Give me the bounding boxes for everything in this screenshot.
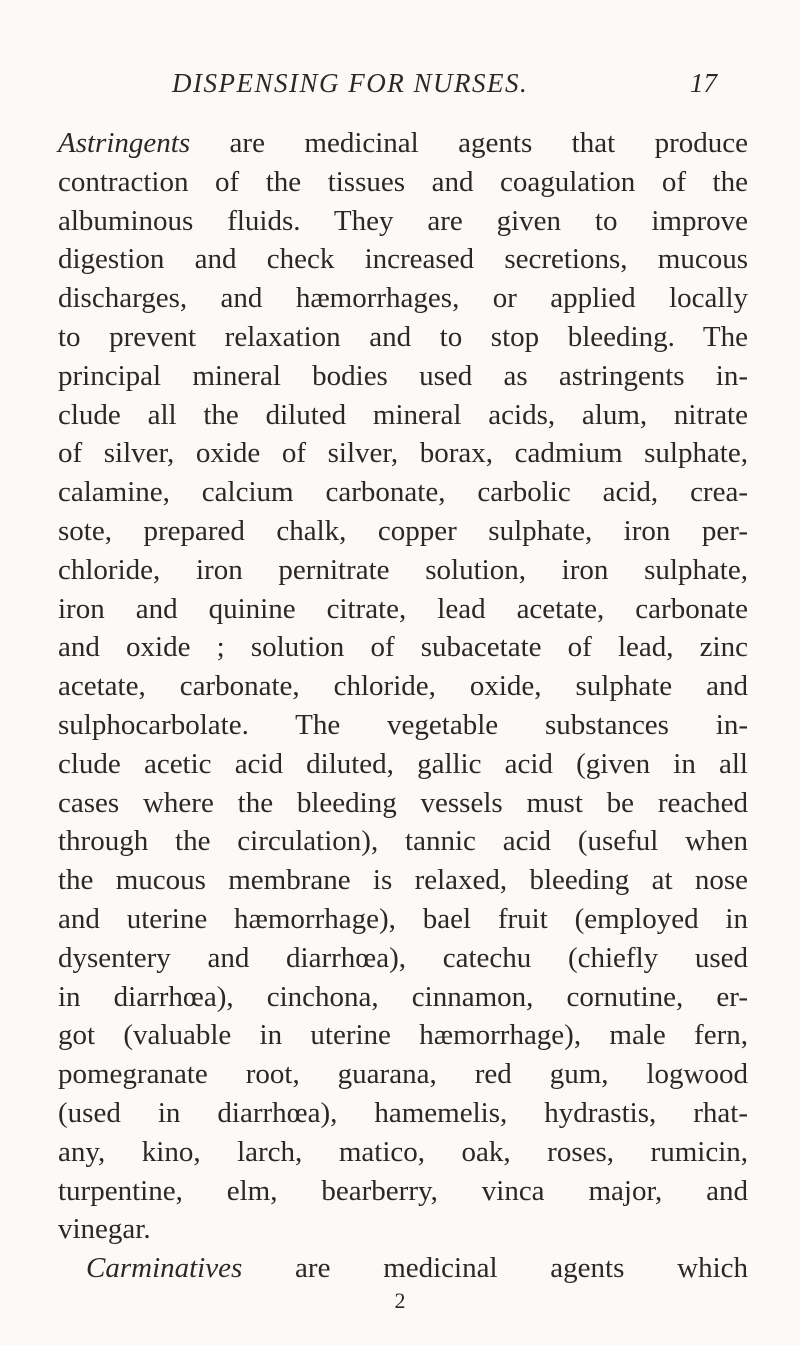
text-line: got (valuable in uterine hæmorrhage), male fern, bbox=[58, 1019, 748, 1052]
text-line: and oxide ; solution of subacetate of lead, zinc bbox=[58, 631, 748, 664]
text-line: to prevent relaxation and to stop bleeding. The bbox=[58, 320, 748, 353]
body-text bbox=[58, 124, 748, 1288]
text-line: any, kino, larch, matico, oak, roses, rumicin, bbox=[58, 1135, 748, 1168]
term-carminatives: Carminatives bbox=[86, 1252, 243, 1285]
text-line: iron and quinine citrate, lead acetate, carbonate bbox=[58, 592, 748, 625]
text-line: contraction of the tissues and coagulation of the bbox=[58, 165, 748, 198]
text-fragment: are medicinal agents that produce bbox=[190, 127, 748, 159]
text-line: albuminous fluids. They are given to improve bbox=[58, 204, 748, 237]
signature-mark: 2 bbox=[394, 1288, 406, 1313]
text-line: digestion and check increased secretions, mucous bbox=[58, 243, 748, 276]
text-line: dysentery and diarrhœa), catechu (chiefly used bbox=[58, 941, 748, 974]
text-line: of silver, oxide of silver, borax, cadmium sulphate, bbox=[58, 437, 748, 470]
text-line: pomegranate root, guarana, red gum, logwood bbox=[58, 1058, 748, 1091]
text-line: discharges, and hæmorrhages, or applied locally bbox=[58, 282, 748, 315]
running-head-title: DISPENSING FOR NURSES. bbox=[172, 68, 529, 98]
text-line: principal mineral bodies used as astringents in- bbox=[58, 359, 748, 392]
text-line: clude acetic acid diluted, gallic acid (given in all bbox=[58, 747, 748, 780]
text-line bbox=[58, 124, 748, 163]
text-line: clude all the diluted mineral acids, alum, nitrate bbox=[58, 398, 748, 431]
text-line: cases where the bleeding vessels must be reached bbox=[58, 786, 748, 819]
text-line: through the circulation), tannic acid (useful when bbox=[58, 825, 748, 858]
text-line: turpentine, elm, bearberry, vinca major, and bbox=[58, 1174, 748, 1207]
text-line: in diarrhœa), cinchona, cinnamon, cornutine, er- bbox=[58, 980, 748, 1013]
text-fragment: are medicinal agents which bbox=[242, 1252, 748, 1285]
text-line: sote, prepared chalk, copper sulphate, iron per- bbox=[58, 514, 748, 547]
term-astringents: Astringents bbox=[58, 127, 191, 159]
text-line: chloride, iron pernitrate solution, iron sulphate, bbox=[58, 553, 748, 586]
text-line: and uterine hæmorrhage), bael fruit (employed in bbox=[58, 902, 748, 935]
text-line: vinegar. bbox=[58, 1213, 151, 1246]
text-line: the mucous membrane is relaxed, bleeding at nose bbox=[58, 864, 748, 897]
page-number: 17 bbox=[690, 68, 717, 98]
text-line: sulphocarbolate. The vegetable substances in- bbox=[58, 708, 748, 741]
text-line: calamine, calcium carbonate, carbolic acid, crea- bbox=[58, 476, 748, 509]
text-line: acetate, carbonate, chloride, oxide, sulphate and bbox=[58, 670, 748, 703]
text-line: (used in diarrhœa), hamemelis, hydrastis, rhat- bbox=[58, 1096, 748, 1129]
text-line bbox=[58, 1249, 748, 1288]
